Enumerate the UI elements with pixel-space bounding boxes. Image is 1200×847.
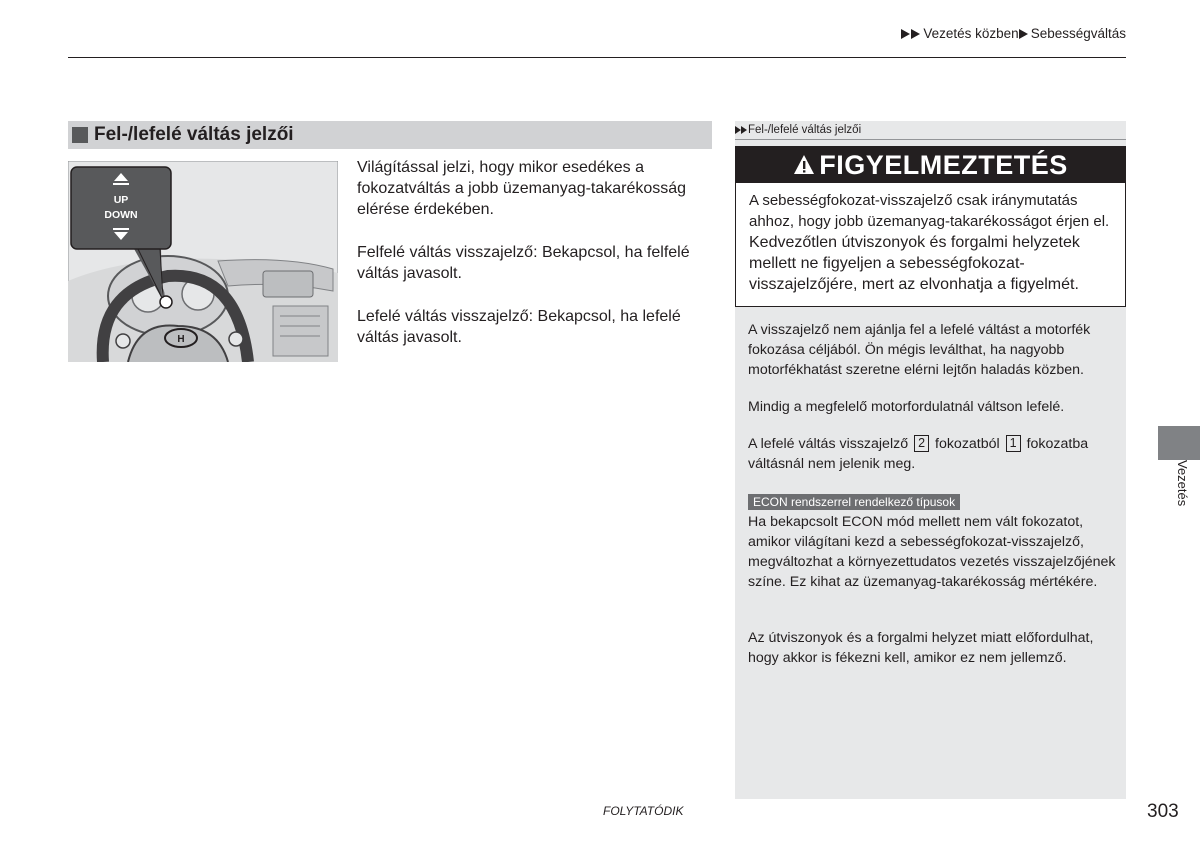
- dashboard-illustration: [68, 161, 338, 362]
- sidebar-paragraph-3-middle: fokozatból: [935, 436, 1000, 452]
- body-paragraph-1: Világítással jelzi, hogy mikor esedékes a fokozatváltás a jobb üzemanyag-takarékosság elérése érdekében.: [357, 159, 687, 218]
- sidebar-paragraph-3: [748, 434, 1118, 474]
- breadcrumb-item-driving[interactable]: Vezetés közben: [923, 26, 1019, 41]
- sidebar-paragraph-1: A visszajelző nem ajánlja fel a lefelé váltást a motorfék fokozása céljából. Ön mégis leválthat, ha nagyobb motorfékhatást szeretne elérni lejtőn haladás közben.: [748, 322, 1091, 378]
- chapter-tab-label: Vezetés: [1175, 460, 1190, 507]
- body-paragraph-3: Lefelé váltás visszajelző: Bekapcsol, ha lefelé váltás javasolt.: [357, 308, 681, 346]
- continued-label: FOLYTATÓDIK: [603, 804, 684, 818]
- sidebar-header-label: Fel-/lefelé váltás jelzői: [748, 124, 862, 136]
- down-label: DOWN: [104, 209, 138, 221]
- section-title-bar: [68, 121, 712, 149]
- page-number: 303: [1147, 801, 1179, 822]
- sidebar-arrow-icon: [741, 126, 747, 134]
- up-label: UP: [113, 194, 129, 206]
- gear-number-badge: 1: [1006, 435, 1021, 452]
- breadcrumb-item-gear-shift[interactable]: Sebességváltás: [1030, 26, 1126, 41]
- warning-text-1: A sebességfokozat-visszajelző csak iránymutatás ahhoz, hogy jobb üzemanyag-takarékosságot érjen el.: [749, 192, 1110, 230]
- warning-title-bar: [736, 147, 1125, 183]
- gear-number-badge: 2: [914, 435, 929, 452]
- header-divider: [68, 57, 1126, 58]
- warning-title: FIGYELMEZTETÉS: [819, 149, 1068, 180]
- svg-text:H: H: [177, 334, 185, 345]
- warning-box: [735, 146, 1126, 307]
- sidebar-paragraph-3-end: fokozatba váltásnál nem jelenik meg.: [748, 436, 1089, 472]
- sidebar-paragraph-2: Mindig a megfelelő motorfordulatnál váltson lefelé.: [748, 399, 1065, 415]
- econ-models-badge: ECON rendszerrel rendelkező típusok: [748, 494, 960, 510]
- breadcrumb-arrow-icon: [1019, 29, 1028, 39]
- sidebar-header: [735, 121, 1126, 140]
- breadcrumb-arrow-icon: [911, 29, 920, 39]
- sidebar-paragraph-4: Ha bekapcsolt ECON mód mellett nem vált fokozatot, amikor világítani kezd a sebességfokozat-visszajelző, megváltozhat a környezettudatos vezetés visszajelzőjének színe. Ez kihat az üzemanyag-takarékosság mértékére.: [748, 514, 1116, 590]
- chapter-tab[interactable]: [1158, 426, 1200, 460]
- breadcrumb-arrow-icon: [901, 29, 910, 39]
- section-marker-icon: [72, 127, 88, 143]
- warning-triangle-icon: [793, 154, 815, 176]
- body-paragraph-2: Felfelé váltás visszajelző: Bekapcsol, ha felfelé váltás javasolt.: [357, 244, 690, 282]
- breadcrumb: [901, 26, 1126, 41]
- sidebar-paragraph-3-start: A lefelé váltás visszajelző: [748, 436, 909, 452]
- section-title: Fel-/lefelé váltás jelzői: [94, 124, 294, 145]
- warning-text-2: Kedvezőtlen útviszonyok és forgalmi helyzetek mellett ne figyeljen a sebességfokozat-visszajelzőjére, mert az elvonhatja a figyelmét.: [749, 234, 1080, 293]
- sidebar-paragraph-5: Az útviszonyok és a forgalmi helyzet miatt előfordulhat, hogy akkor is fékezni kell, amikor ez nem jellemző.: [748, 630, 1094, 666]
